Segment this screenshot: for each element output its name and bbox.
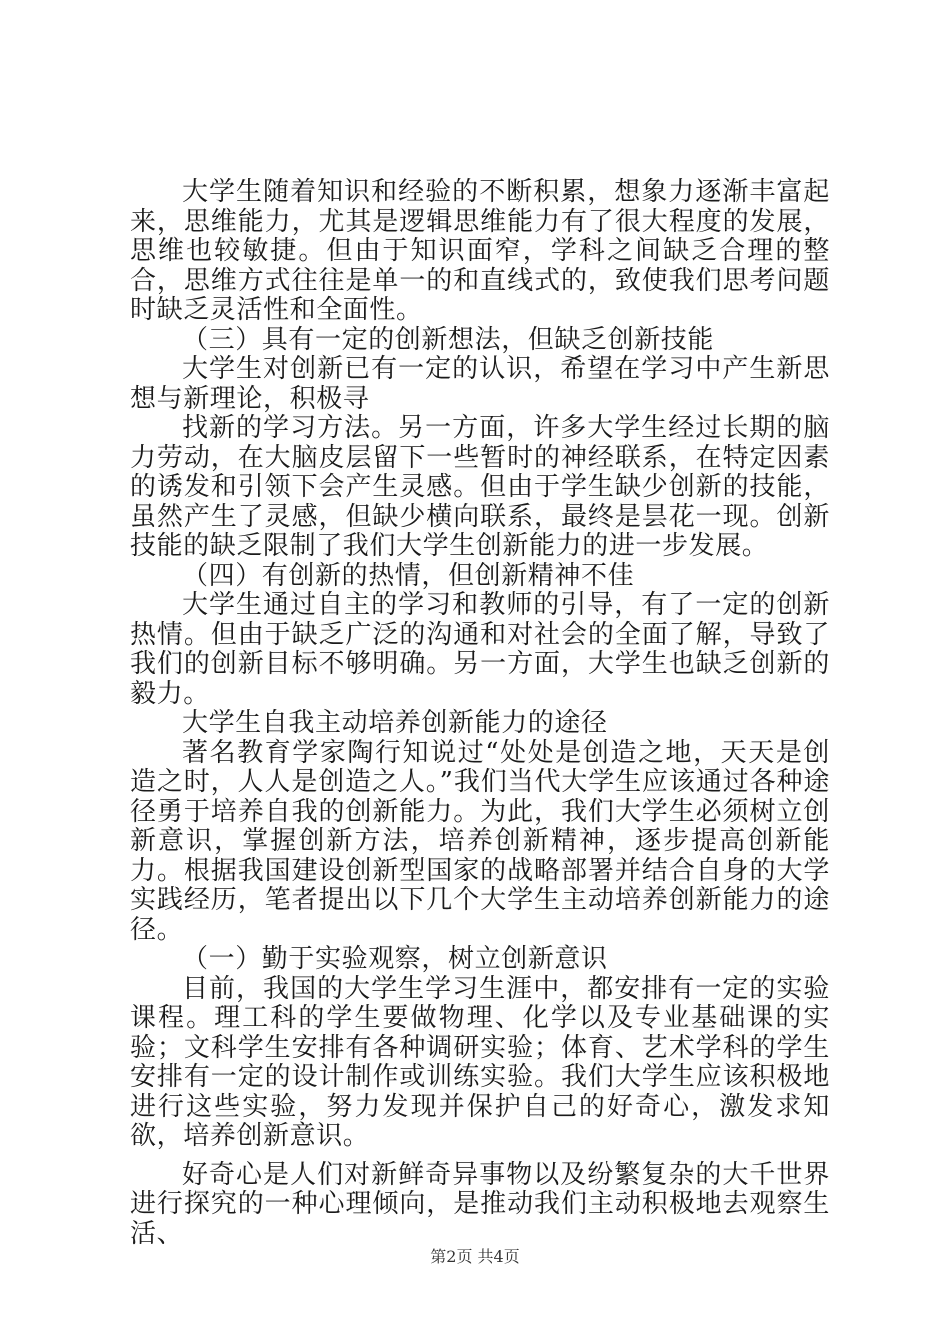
- paragraph-thinking-ability: 大学生随着知识和经验的不断积累，想象力逐渐丰富起来，思维能力，尤其是逻辑思维能力有了很大程度的发展，思维也较敏捷。但由于知识面窄，学科之间缺乏合理的整合，思维方式往往是单一的和直线式的，致使我们思考问题时缺乏灵活性和全面性。: [130, 177, 830, 325]
- section-heading-approaches: 大学生自我主动培养创新能力的途径: [182, 708, 608, 738]
- paragraph-innovation-enthusiasm: 大学生通过自主的学习和教师的引导，有了一定的创新热情。但由于缺乏广泛的沟通和对社会的全面了解，导致了我们的创新目标不够明确。另一方面，大学生也缺乏创新的毅力。: [130, 590, 830, 709]
- paragraph-curiosity: 好奇心是人们对新鲜奇异事物以及纷繁复杂的大千世界进行探究的一种心理倾向，是推动我们主动积极地去观察生活、: [130, 1159, 830, 1249]
- paragraph-experiment-courses: 目前，我国的大学生学习生涯中，都安排有一定的实验课程。理工科的学生要做物理、化学以及专业基础课的实验；文科学生安排有各种调研实验；体育、艺术学科的学生安排有一定的设计制作或训练实验。我们大学生应该积极地进行这些实验，努力发现并保护自己的好奇心，激发求知欲，培养创新意识。: [130, 973, 830, 1151]
- section-heading-four: （四）有创新的热情，但创新精神不佳: [182, 560, 635, 591]
- page-footer: 第2页 共4页: [430, 1247, 520, 1266]
- paragraph-learning-methods: 找新的学习方法。另一方面，许多大学生经过长期的脑力劳动，在大脑皮层留下一些暂时的神经联系，在特定因素的诱发和引领下会产生灵感。但由于学生缺少创新的技能，虽然产生了灵感，但缺少横向联系，最终是昙花一现。创新技能的缺乏限制了我们大学生创新能力的进一步发展。: [130, 413, 830, 561]
- document-body: [130, 178, 830, 1249]
- section-heading-three: （三）具有一定的创新想法，但缺乏创新技能: [182, 324, 715, 355]
- paragraph-innovation-awareness: 大学生对创新已有一定的认识，希望在学习中产生新思想与新理论，积极寻: [130, 354, 830, 414]
- paragraph-tao-xingzhi-quote: 著名教育学家陶行知说过“处处是创造之地，天天是创造之时，人人是创造之人。”我们当代大学生应该通过各种途径勇于培养自我的创新能力。为此，我们大学生必须树立创新意识，掌握创新方法，培养创新精神，逐步提高创新能力。根据我国建设创新型国家的战略部署并结合自身的大学实践经历，笔者提出以下几个大学生主动培养创新能力的途径。: [130, 737, 830, 945]
- section-heading-one: （一）勤于实验观察，树立创新意识: [182, 944, 608, 974]
